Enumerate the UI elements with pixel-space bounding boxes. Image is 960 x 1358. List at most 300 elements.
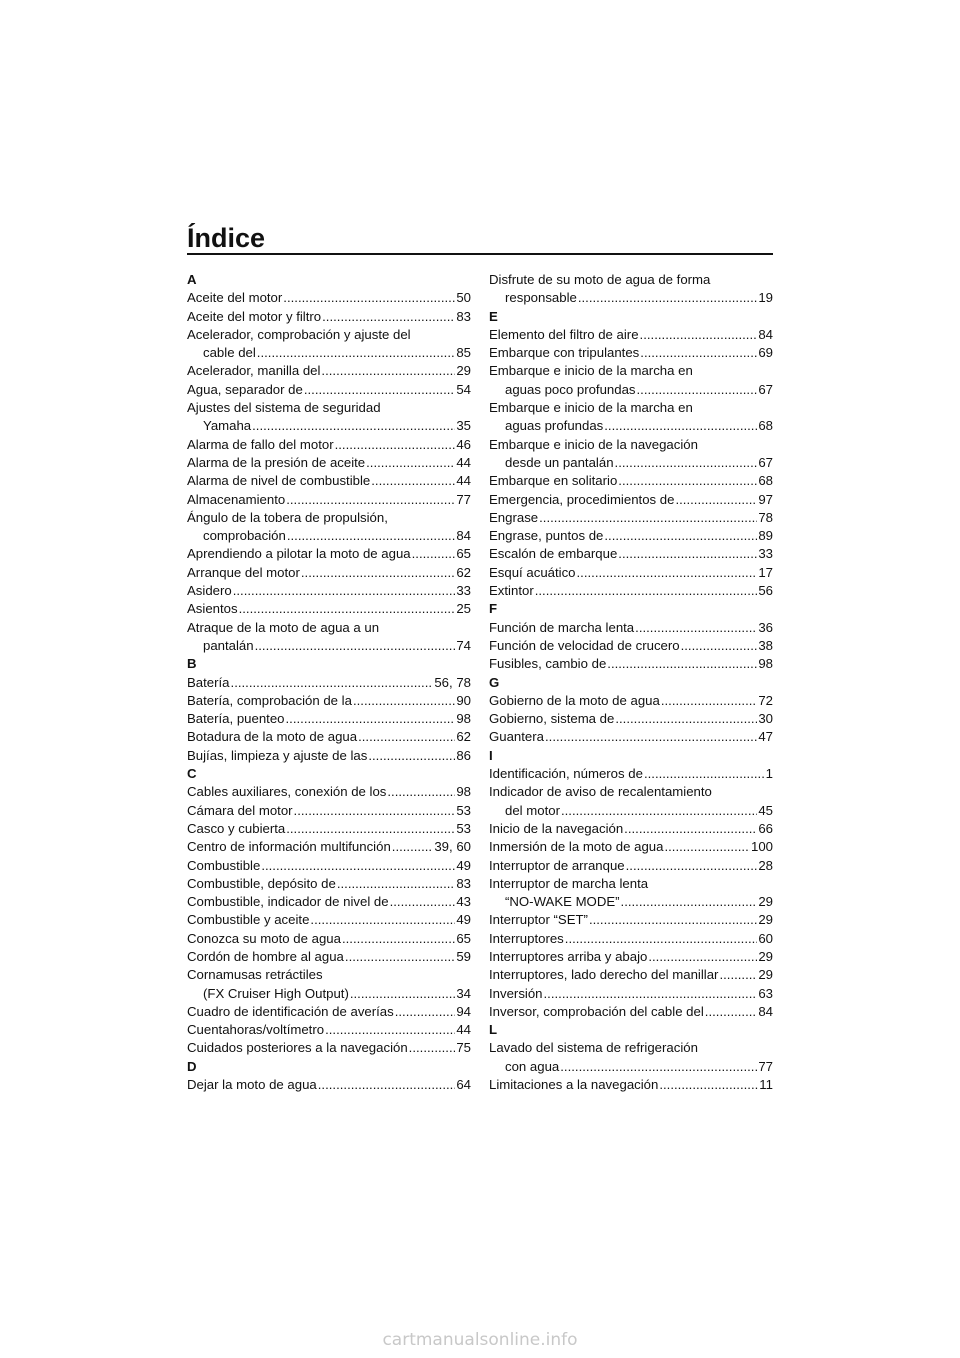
dot-leader — [395, 1003, 456, 1021]
index-entry — [187, 399, 471, 436]
dot-leader — [637, 381, 758, 399]
entry-line — [489, 399, 773, 417]
entry-page-number: 19 — [758, 290, 773, 306]
dot-leader — [255, 637, 456, 655]
entry-page-number: 29 — [758, 894, 773, 910]
entry-line — [187, 710, 471, 728]
dot-leader — [239, 600, 456, 618]
dot-leader — [252, 417, 455, 435]
entry-text: Cordón de hombre al agua — [187, 948, 344, 964]
entry-page-number: 29 — [758, 967, 773, 983]
dot-leader — [705, 1003, 758, 1021]
entry-page-number: 67 — [758, 381, 773, 397]
entry-text: Ajustes del sistema de seguridad — [187, 400, 381, 416]
index-entry — [187, 381, 471, 399]
entry-line — [489, 289, 773, 307]
section-letter: F — [489, 601, 498, 617]
dot-leader — [366, 454, 455, 472]
dot-leader — [624, 820, 757, 838]
entry-line — [187, 381, 471, 399]
entry-page-number: 97 — [758, 491, 773, 507]
entry-page-number: 94 — [456, 1003, 471, 1019]
entry-line — [489, 728, 773, 746]
dot-leader — [345, 948, 455, 966]
dot-leader — [577, 564, 758, 582]
entry-page-number: 39, 60 — [434, 839, 471, 855]
dot-leader — [231, 674, 434, 692]
index-entry — [489, 619, 773, 637]
entry-page-number: 59 — [456, 948, 471, 964]
page-title: Índice — [187, 223, 266, 253]
entry-page-number: 72 — [758, 692, 773, 708]
dot-leader — [560, 1058, 757, 1076]
entry-line — [187, 747, 471, 765]
dot-leader — [261, 857, 455, 875]
index-entry — [489, 271, 773, 308]
entry-line — [187, 289, 471, 307]
entry-line — [489, 564, 773, 582]
entry-page-number: 44 — [456, 1022, 471, 1038]
entry-line — [489, 820, 773, 838]
entry-line — [187, 911, 471, 929]
section-letter: C — [187, 766, 197, 782]
entry-page-number: 62 — [456, 729, 471, 745]
index-entry — [187, 600, 471, 618]
index-entry — [489, 326, 773, 344]
index-entry — [489, 911, 773, 929]
entry-text: Indicador de aviso de recalentamiento — [489, 784, 712, 800]
entry-line — [489, 1058, 773, 1076]
entry-page-number: 68 — [758, 473, 773, 489]
entry-text: Función de marcha lenta — [489, 619, 635, 635]
entry-line — [489, 838, 773, 856]
entry-page-number: 64 — [456, 1077, 471, 1093]
entry-page-number: 98 — [456, 784, 471, 800]
index-entry — [489, 362, 773, 399]
entry-page-number: 65 — [456, 546, 471, 562]
entry-page-number: 84 — [758, 326, 773, 342]
index-entry — [187, 509, 471, 546]
entry-text: Arranque del motor — [187, 564, 300, 580]
index-entry — [187, 802, 471, 820]
index-entry — [187, 289, 471, 307]
entry-text: Interruptores, lado derecho del manillar — [489, 967, 719, 983]
watermark: cartmanualsonline.info — [382, 1330, 578, 1350]
index-entry — [187, 966, 471, 1003]
entry-text: Asientos — [187, 601, 238, 617]
entry-page-number: 84 — [456, 528, 471, 544]
dot-leader — [604, 417, 757, 435]
entry-text: Inmersión de la moto de agua — [489, 839, 664, 855]
index-entry — [187, 747, 471, 765]
entry-line — [187, 619, 471, 637]
entry-line — [187, 930, 471, 948]
index-entry — [489, 930, 773, 948]
entry-line — [489, 948, 773, 966]
entry-page-number: 29 — [758, 948, 773, 964]
index-entry — [187, 454, 471, 472]
entry-text: Batería, comprobación de la — [187, 692, 352, 708]
index-entry — [489, 582, 773, 600]
entry-line — [489, 765, 773, 783]
entry-line — [489, 326, 773, 344]
entry-line — [187, 802, 471, 820]
section-letter: D — [187, 1058, 197, 1074]
index-entry — [187, 1076, 471, 1094]
dot-leader — [561, 802, 757, 820]
entry-text: Cuentahoras/voltímetro — [187, 1022, 325, 1038]
entry-line — [187, 1003, 471, 1021]
index-entry — [187, 911, 471, 929]
entry-line — [187, 582, 471, 600]
dot-leader — [545, 728, 757, 746]
dot-leader — [719, 966, 757, 984]
index-entry — [187, 436, 471, 454]
entry-text: del motor — [505, 802, 560, 818]
dot-leader — [335, 436, 456, 454]
dot-leader — [661, 692, 758, 710]
dot-leader — [342, 930, 455, 948]
entry-page-number: 85 — [456, 345, 471, 361]
section-letter: A — [187, 272, 197, 287]
section-letter: L — [489, 1022, 498, 1038]
entry-page-number: 68 — [758, 418, 773, 434]
entry-text: Gobierno de la moto de agua — [489, 692, 660, 708]
entry-text: Engrase — [489, 509, 539, 525]
entry-line — [489, 930, 773, 948]
entry-text: Centro de información multifunción — [187, 839, 391, 855]
entry-page-number: 75 — [456, 1040, 471, 1056]
index-entry — [489, 966, 773, 984]
entry-text: Batería, puenteo — [187, 711, 285, 727]
entry-text: Ángulo de la tobera de propulsión, — [187, 509, 388, 525]
entry-text: Inicio de la navegación — [489, 820, 624, 836]
dot-leader — [287, 527, 455, 545]
entry-line — [489, 509, 773, 527]
dot-leader — [318, 1076, 456, 1094]
entry-text: Escalón de embarque — [489, 546, 618, 562]
entry-text: Asidero — [187, 583, 232, 599]
index-entry — [187, 893, 471, 911]
dot-leader — [412, 545, 456, 563]
dot-leader — [301, 564, 455, 582]
dot-leader — [640, 326, 758, 344]
dot-leader — [675, 491, 757, 509]
entry-text: “NO-WAKE MODE” — [505, 894, 620, 910]
entry-text: Limitaciones a la navegación — [489, 1077, 659, 1093]
index-entry — [489, 765, 773, 783]
entry-page-number: 60 — [758, 930, 773, 946]
entry-page-number: 78 — [758, 509, 773, 525]
entry-line — [187, 893, 471, 911]
entry-line — [187, 436, 471, 454]
index-entry — [489, 783, 773, 820]
entry-text: Guantera — [489, 729, 544, 745]
entry-line — [187, 545, 471, 563]
entry-text: Embarque e inicio de la marcha en — [489, 400, 693, 416]
entry-text: Aceite del motor y filtro — [187, 308, 322, 324]
entry-line — [489, 911, 773, 929]
entry-page-number: 36 — [758, 619, 773, 635]
entry-text: Gobierno, sistema de — [489, 711, 615, 727]
index-entry — [489, 491, 773, 509]
entry-text: Acelerador, comprobación y ajuste del — [187, 326, 411, 342]
entry-page-number: 53 — [456, 820, 471, 836]
entry-line — [187, 838, 471, 856]
section-letter: E — [489, 308, 498, 324]
entry-text: Combustible, depósito de — [187, 875, 336, 891]
index-entry — [187, 857, 471, 875]
index-entry — [187, 1039, 471, 1057]
entry-text: Inversión — [489, 985, 543, 1001]
entry-line — [187, 399, 471, 417]
dot-leader — [618, 472, 757, 490]
dot-leader — [358, 728, 455, 746]
entry-line — [187, 692, 471, 710]
entry-line — [489, 655, 773, 673]
entry-page-number: 30 — [758, 711, 773, 727]
entry-text: aguas profundas — [505, 418, 604, 434]
entry-text: Almacenamiento — [187, 491, 286, 507]
entry-text: Interruptores — [489, 930, 564, 946]
entry-text: Agua, separador de — [187, 381, 303, 397]
index-entry — [489, 436, 773, 473]
entry-page-number: 54 — [456, 381, 471, 397]
entry-line — [489, 637, 773, 655]
dot-leader — [635, 619, 757, 637]
index-entry — [187, 948, 471, 966]
entry-line — [187, 985, 471, 1003]
entry-text: (FX Cruiser High Output) — [203, 985, 349, 1001]
index-entry — [489, 1003, 773, 1021]
entry-text: con agua — [505, 1058, 560, 1074]
entry-line — [489, 802, 773, 820]
index-entry — [187, 491, 471, 509]
dot-leader — [257, 344, 456, 362]
entry-page-number: 56 — [758, 583, 773, 599]
entry-line — [489, 985, 773, 1003]
entry-page-number: 1 — [765, 766, 773, 782]
dot-leader — [325, 1021, 455, 1039]
index-entry — [489, 509, 773, 527]
entry-page-number: 17 — [758, 564, 773, 580]
entry-page-number: 53 — [456, 802, 471, 818]
entry-text: Casco y cubierta — [187, 820, 286, 836]
entry-text: Embarque e inicio de la marcha en — [489, 363, 693, 379]
entry-page-number: 77 — [456, 491, 471, 507]
entry-text: Botadura de la moto de agua — [187, 729, 358, 745]
entry-page-number: 29 — [758, 912, 773, 928]
section-letter: B — [187, 656, 197, 672]
entry-text: Alarma de fallo del motor — [187, 436, 334, 452]
entry-text: Cuidados posteriores a la navegación — [187, 1040, 408, 1056]
entry-text: Yamaha — [203, 418, 252, 434]
index-entry — [489, 728, 773, 746]
entry-page-number: 43 — [456, 894, 471, 910]
entry-text: Extintor — [489, 583, 534, 599]
entry-page-number: 66 — [758, 820, 773, 836]
entry-text: aguas poco profundas — [505, 381, 636, 397]
entry-page-number: 67 — [758, 454, 773, 470]
entry-page-number: 90 — [456, 692, 471, 708]
index-entry — [187, 728, 471, 746]
index-entry — [489, 857, 773, 875]
entry-text: Embarque en solitario — [489, 473, 618, 489]
entry-line — [489, 1003, 773, 1021]
entry-text: Combustible, indicador de nivel de — [187, 894, 389, 910]
entry-line — [187, 637, 471, 655]
entry-line — [187, 1076, 471, 1094]
entry-text: Batería — [187, 674, 230, 690]
index-entry — [187, 1003, 471, 1021]
dot-leader — [659, 1076, 758, 1094]
entry-text: Inversor, comprobación del cable del — [489, 1003, 704, 1019]
entry-line — [187, 857, 471, 875]
entry-page-number: 98 — [758, 656, 773, 672]
dot-leader — [544, 985, 758, 1003]
dot-leader — [368, 747, 455, 765]
entry-page-number: 98 — [456, 711, 471, 727]
entry-page-number: 86 — [456, 747, 471, 763]
dot-leader — [392, 838, 434, 856]
entry-page-number: 89 — [758, 528, 773, 544]
entry-line — [187, 1021, 471, 1039]
entry-text: Combustible y aceite — [187, 912, 310, 928]
entry-text: Emergencia, procedimientos de — [489, 491, 675, 507]
entry-line — [489, 545, 773, 563]
index-entry — [187, 838, 471, 856]
entry-page-number: 34 — [456, 985, 471, 1001]
entry-text: Interruptor de marcha lenta — [489, 875, 649, 891]
entry-line — [489, 692, 773, 710]
index-entry — [489, 875, 773, 912]
entry-text: Esquí acuático — [489, 564, 576, 580]
entry-text: Engrase, puntos de — [489, 528, 604, 544]
entry-page-number: 83 — [456, 875, 471, 891]
index-entry — [187, 619, 471, 656]
entry-page-number: 62 — [456, 564, 471, 580]
entry-line — [489, 472, 773, 490]
entry-text: desde un pantalán — [505, 454, 614, 470]
entry-text: Cuadro de identificación de averías — [187, 1003, 394, 1019]
entry-page-number: 83 — [456, 308, 471, 324]
index-entry — [489, 545, 773, 563]
dot-leader — [535, 582, 758, 600]
dot-leader — [233, 582, 456, 600]
entry-line — [187, 326, 471, 344]
dot-leader — [353, 692, 455, 710]
index-entry — [187, 472, 471, 490]
index-entry — [187, 564, 471, 582]
index-entry — [187, 674, 471, 692]
entry-page-number: 50 — [456, 290, 471, 306]
entry-page-number: 84 — [758, 1003, 773, 1019]
entry-text: Combustible — [187, 857, 261, 873]
index-entry — [489, 564, 773, 582]
entry-line — [187, 600, 471, 618]
entry-text: Elemento del filtro de aire — [489, 326, 639, 342]
entry-text: Alarma de la presión de aceite — [187, 454, 366, 470]
index-entry — [187, 875, 471, 893]
entry-text: Aceite del motor — [187, 290, 283, 306]
index-entry — [187, 783, 471, 801]
index-entry — [187, 820, 471, 838]
entry-page-number: 33 — [456, 583, 471, 599]
entry-line — [489, 436, 773, 454]
entry-line — [187, 783, 471, 801]
entry-line — [187, 417, 471, 435]
index-entry — [489, 985, 773, 1003]
entry-page-number: 49 — [456, 857, 471, 873]
index-entry — [187, 1021, 471, 1039]
dot-leader — [322, 308, 455, 326]
entry-text: Acelerador, manilla del — [187, 363, 321, 379]
entry-line — [489, 857, 773, 875]
entry-line — [187, 344, 471, 362]
index-entry — [489, 692, 773, 710]
dot-leader — [350, 985, 455, 1003]
entry-text: Dejar la moto de agua — [187, 1077, 317, 1093]
index-entry — [187, 692, 471, 710]
entry-text: Embarque e inicio de la navegación — [489, 436, 698, 452]
entry-line — [489, 491, 773, 509]
entry-page-number: 45 — [758, 802, 773, 818]
dot-leader — [371, 472, 455, 490]
entry-page-number: 47 — [758, 729, 773, 745]
dot-leader — [648, 948, 757, 966]
entry-text: cable del — [203, 345, 256, 361]
entry-text: Atraque de la moto de agua a un — [187, 619, 380, 635]
index-entry — [187, 362, 471, 380]
entry-line — [489, 783, 773, 801]
index-entry — [489, 838, 773, 856]
entry-line — [489, 619, 773, 637]
dot-leader — [615, 454, 758, 472]
dot-leader — [615, 710, 757, 728]
entry-page-number: 65 — [456, 930, 471, 946]
entry-page-number: 69 — [758, 345, 773, 361]
entry-line — [489, 271, 773, 289]
entry-page-number: 44 — [456, 454, 471, 470]
dot-leader — [283, 289, 455, 307]
entry-line — [187, 509, 471, 527]
entry-line — [489, 381, 773, 399]
entry-text: Embarque con tripulantes — [489, 345, 640, 361]
index-entry — [489, 710, 773, 728]
dot-leader — [681, 637, 758, 655]
entry-line — [489, 344, 773, 362]
section-letter: I — [489, 747, 493, 763]
dot-leader — [578, 289, 757, 307]
entry-text: Interruptores arriba y abajo — [489, 948, 648, 964]
index-entry — [489, 344, 773, 362]
entry-text: Función de velocidad de crucero — [489, 637, 680, 653]
dot-leader — [589, 911, 757, 929]
entry-line — [187, 966, 471, 984]
entry-text: Conozca su moto de agua — [187, 930, 341, 946]
entry-page-number: 77 — [758, 1058, 773, 1074]
entry-line — [187, 564, 471, 582]
index-entry — [489, 1076, 773, 1094]
entry-text: Cables auxiliares, conexión de los — [187, 784, 387, 800]
entry-text: Fusibles, cambio de — [489, 656, 607, 672]
entry-line — [187, 527, 471, 545]
index-entry — [187, 582, 471, 600]
entry-page-number: 74 — [456, 637, 471, 653]
entry-page-number: 49 — [456, 912, 471, 928]
index-entry — [489, 1039, 773, 1076]
entry-text: responsable — [505, 290, 577, 306]
